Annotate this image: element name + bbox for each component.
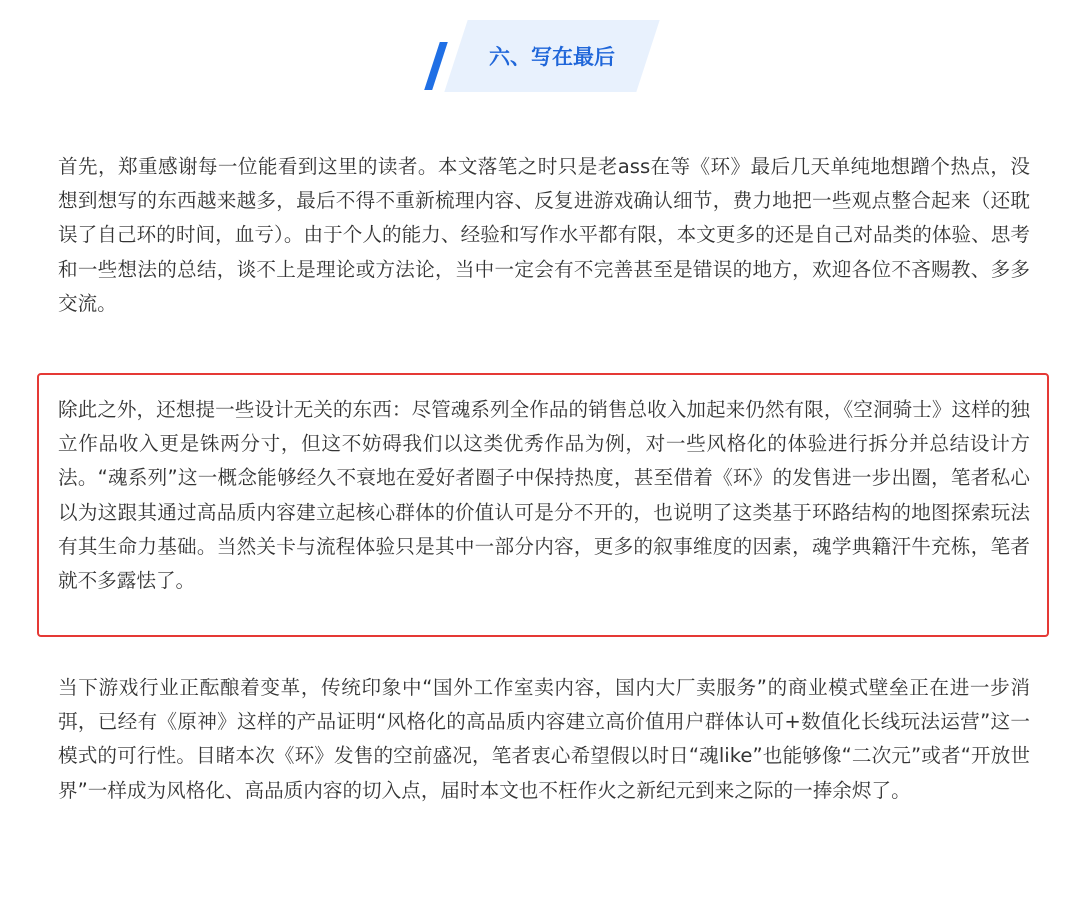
paragraph-acknowledgement: 首先，郑重感谢每一位能看到这里的读者。本文落笔之时只是老ass在等《环》最后几天单纯地想蹭个热点，没想到想写的东西越来越多，最后不得不重新梳理内容、反复进游戏确认细节，费力地把一些观点整合起来（还耽误了自己环的时间，血亏）。由于个人的能力、经验和写作水平都有限，本文更多的还是自己对品类的体验、思考和一些想法的总结，谈不上是理论或方法论，当中一定会有不完善甚至是错误的地方，欢迎各位不吝赐教、多多交流。 xyxy=(58,155,1030,315)
section-title: 六、写在最后 xyxy=(489,45,615,69)
paragraph-highlighted: 除此之外，还想提一些设计无关的东西：尽管魂系列全作品的销售总收入加起来仍然有限，《空洞骑士》这样的独立作品收入更是铢两分寸，但这不妨碍我们以这类优秀作品为例，对一些风格化的体验进行拆分并总结设计方法。“魂系列”这一概念能够经久不衰地在爱好者圈子中保持热度，甚至借着《环》的发售进一步出圈，笔者私心以为这跟其通过高品质内容建立起核心群体的价值认可是分不开的，也说明了这类基于环路结构的地图探索玩法有其生命力基础。当然关卡与流程体验只是其中一部分内容，更多的叙事维度的因素，魂学典籍汗牛充栋，笔者就不多露怯了。 xyxy=(58,398,1030,593)
section-header xyxy=(416,20,662,94)
header-slash-decoration xyxy=(424,42,448,90)
paragraph-industry-outlook: 当下游戏行业正酝酿着变革，传统印象中“国外工作室卖内容，国内大厂卖服务”的商业模式壁垒正在进一步消弭，已经有《原神》这样的产品证明“风格化的高品质内容建立高价值用户群体认可+数值化长线玩法运营”这一模式的可行性。目睹本次《环》发售的空前盛况，笔者衷心希望假以时日“魂like”也能够像“二次元”或者“开放世界”一样成为风格化、高品质内容的切入点，届时本文也不枉作火之新纪元到来之际的一捧余烬了。 xyxy=(58,676,1030,802)
